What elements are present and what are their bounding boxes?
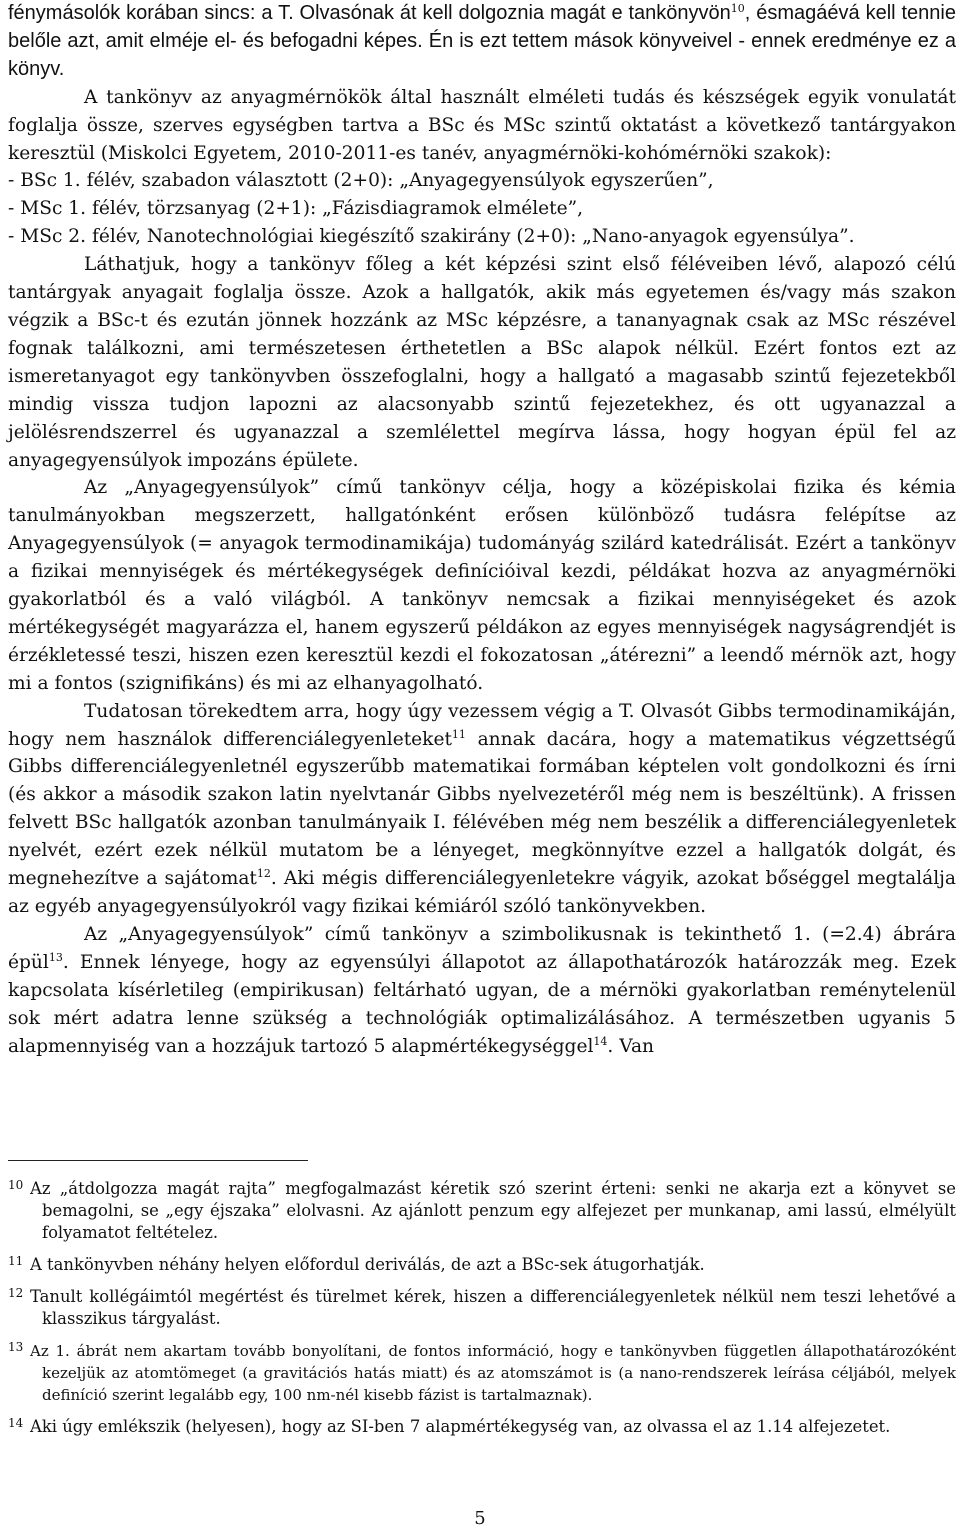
footnote (8, 1412, 956, 1438)
footnote-ref-13[interactable]: 13 (48, 950, 63, 964)
footnote-number: 12 (8, 1286, 24, 1300)
gibbs-text: . Aki mégis differenciálegyenletekre vágyik, azokat bőséggel megtalálja az egyéb anyagegyensúlyokról vagy fizikai kémiáról szóló tankönyvekben. (8, 868, 956, 917)
opening-paragraph (8, 0, 956, 84)
footnote-ref-11[interactable]: 11 (451, 727, 466, 741)
levels-paragraph: Láthatjuk, hogy a tankönyv főleg a két képzési szint első féléveiben lévő, alapozó célú tantárgyak anyagait foglalja össze. Azok a hallgatók, akik más egyetemen és/vagy más szakon végzik a BSc-t és ezután jönnek hozzánk az MSc képzésre, a tananyagnak csak az MSc részével fognak találkozni, ami természetesen érthetetlen a BSc alapok nélkül. Ezért fontos ezt az ismeretanyagot egy tankönyvben összefoglalni, hogy a hallgató a magasabb szintű fejezetekből mindig vissza tudjon lapozni az alacsonyabb szintű fejezetekhez, és ott ugyanazzal a jelölésrendszerrel és ugyanazzal a szemlélettel megírva lássa, hogy hogyan épül fel az anyagegyensúlyok impozáns épülete. (8, 254, 956, 471)
footnote (8, 1250, 956, 1276)
course-item: - MSc 2. félév, Nanotechnológiai kiegészítő szakirány (2+0): „Nano-anyagok egyensúlya”. (8, 226, 855, 248)
footnote (8, 1336, 956, 1406)
footnote-number: 11 (8, 1254, 24, 1268)
gibbs-text: Tudatosan törekedtem arra, hogy úgy vezessem végig a T. Olvasót Gibbs termodinamikáján, hogy nem használok differenciálegyenleteket (8, 700, 956, 750)
footnote (8, 1282, 956, 1330)
opening-text-continued: , ésmagáévá kell tennie belőle azt, amit elméje el- és befogadni képes. Én is ezt tettem mások könyveivel - ennek eredménye ez a könyv. (8, 2, 956, 80)
document-body (8, 0, 956, 1060)
goal-paragraph: Az „Anyagegyensúlyok” című tankönyv célja, hogy a középiskolai fizika és kémia tanulmányokban megszerzett, hallgatónként erősen különböző tudásra felépítse az Anyagegyensúlyok (= anyagok termodinamikája) tudományág szilárd katedrálisát. Ezért a tankönyv a fizikai mennyiségek és mértékegységek definícióival kezdi, példákat hozva az anyagmérnöki gyakorlatból és a való világból. A tankönyv nemcsak a fizikai mennyiségeket és azok mértékegységét magyarázza el, hanem egyszerű példákon az egyes mennyiségek nagyságrendjét is érzékletessé teszi, hiszen ezen keresztül kezdi el fokozatosan „átérezni” a leendő mérnök azt, hogy mi a fontos (szignifikáns) és mi az elhanyagolható. (8, 477, 956, 694)
footnote-number: 10 (8, 1178, 24, 1192)
page-number: 5 (474, 1508, 486, 1529)
footnote-ref-12[interactable]: 12 (256, 866, 271, 880)
gibbs-text: annak dacára, hogy a matematikus végzettségű Gibbs differenciálegyenletnél egyszerűbb matematikai formában képtelen volt gondolkozni és írni (és akkor a második szakon latin nyelvtanár Gibbs nyelvezetéről még nem is beszéltünk). A frissen felvett BSc hallgatók azonban tanulmányaik I. félévében még nem beszélik a differenciálegyenletek nyelvét, ezért ezek nélkül mutatom be a lényeget, megkönnyítve ezzel a hallgatók dolgát, és megnehezítve a sajátomat (8, 728, 956, 890)
symbol-paragraph (8, 921, 956, 1061)
scope-paragraph: A tankönyv az anyagmérnökök által használt elméleti tudás és készségek egyik vonulatát foglalja össze, szerves egységben tartva a BSc és MSc szintű oktatást a következő tantárgyakon keresztül (Miskolci Egyetem, 2010-2011-es tanév, anyagmérnöki-kohómérnöki szakok): (8, 86, 956, 164)
footnote-text: Az 1. ábrát nem akartam tovább bonyolítani, de fontos információ, hogy e tankönyvben független állapothatározóként kezeljük az atomtömeget (a gravitációs hatás miatt) és az atomszámot is (a nano-rendszerek leírása céljából, melyek definíció szerint legalább egy, 100 nm-nél kisebb fázist is tartalmaznak). (30, 1342, 956, 1404)
opening-text: fénymásolók korában sincs: a T. Olvasónak át kell dolgoznia magát e tankönyvön (8, 2, 731, 24)
course-item: - BSc 1. félév, szabadon választott (2+0): „Anyagegyensúlyok egyszerűen”, (8, 170, 714, 192)
footnote-text: Tanult kollégáimtól megértést és türelmet kérek, hiszen a differenciálegyenletek nélkül nem teszi lehetővé a klasszikus tárgyalást. (30, 1287, 956, 1328)
footnote-number: 14 (8, 1416, 24, 1430)
symbol-text: . Van (607, 1035, 655, 1057)
footnote-text: Aki úgy emlékszik (helyesen), hogy az SI-ben 7 alapmértékegység van, az olvassa el az 1.14 alfejezetet. (30, 1417, 891, 1436)
footnotes-section (8, 1160, 956, 1444)
gibbs-paragraph (8, 698, 956, 921)
footnote-ref-14[interactable]: 14 (593, 1034, 608, 1048)
footnote-text: A tankönyvben néhány helyen előfordul deriválás, de azt a BSc-sek átugorhatják. (30, 1255, 705, 1274)
footnote-separator (8, 1160, 308, 1161)
course-list (8, 167, 956, 251)
footnote (8, 1174, 956, 1244)
symbol-text: . Ennek lényege, hogy az egyensúlyi állapotot az állapothatározók határozzák meg. Ezek kapcsolata kísérletileg (empirikusan) feltárható ugyan, de a mérnöki gyakorlatban reménytelenül sok mért adatra lenne szükség a technológiák optimalizálásához. A természetben ugyanis 5 alapmennyiség van a hozzájuk tartozó 5 alapmértékegységgel (8, 951, 956, 1057)
course-item: - MSc 1. félév, törzsanyag (2+1): „Fázisdiagramok elmélete”, (8, 198, 584, 220)
footnote-number: 13 (8, 1340, 24, 1354)
symbol-text: Az „Anyagegyensúlyok” című tankönyv a szimbolikusnak is tekinthető 1. (=2.4) ábrára épül (8, 923, 956, 973)
footnote-ref-10[interactable]: 10 (730, 1, 745, 15)
footnote-text: Az „átdolgozza magát rajta” megfogalmazást kéretik szó szerint érteni: senki ne akarja ezt a könyvet se bemagolni, se „egy éjszaka” elolvasni. Az ajánlott penzum egy alfejezet per munkanap, ami lassú, elmélyült folyamatot feltételez. (30, 1179, 956, 1242)
